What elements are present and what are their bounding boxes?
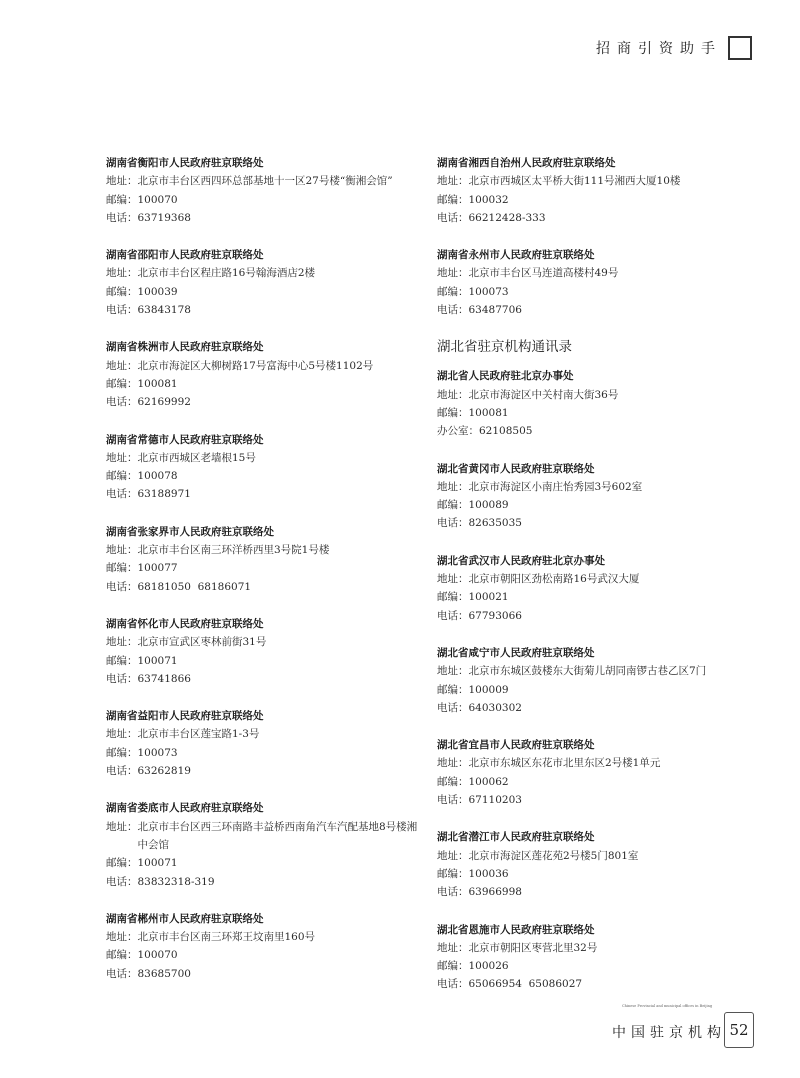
- phone-line: [437, 301, 767, 319]
- right-top-list: [437, 154, 767, 319]
- address-line: [437, 478, 767, 496]
- contact-entry: [106, 338, 426, 411]
- postcode-value: 100026: [468, 960, 509, 973]
- phone-line: [437, 883, 767, 901]
- phone-line: [437, 699, 767, 717]
- phone-value: 68181050 68186071: [137, 580, 252, 593]
- phone-label: 电话：: [437, 517, 469, 530]
- postcode-label: 邮编：: [106, 857, 138, 870]
- phone-line: [106, 301, 426, 319]
- address-value: 北京市丰台区西四环总部基地十一区27号楼“衡湘会馆”: [137, 175, 393, 188]
- footer-title: 中国驻京机构: [612, 1025, 726, 1041]
- phone-value: 62108505: [479, 425, 533, 438]
- postcode-line: [106, 467, 426, 485]
- postcode-line: [437, 957, 767, 975]
- postcode-value: 100073: [137, 746, 178, 759]
- address-label: 地址：: [106, 175, 138, 188]
- office-name: 湖北省宜昌市人民政府驻京联络处: [437, 739, 595, 752]
- address-line: [106, 928, 426, 946]
- postcode-line: [106, 559, 426, 577]
- address-value: 北京市海淀区小南庄怡秀园3号602室: [468, 480, 643, 493]
- phone-label: 电话：: [437, 886, 469, 899]
- phone-value: 64030302: [468, 701, 522, 714]
- phone-line: [106, 873, 426, 891]
- address-value: 北京市丰台区莲宝路1-3号: [137, 728, 260, 741]
- phone-label: 电话：: [106, 304, 138, 317]
- office-name: 湖南省益阳市人民政府驻京联络处: [106, 710, 264, 723]
- contact-entry: [437, 552, 767, 625]
- address-line: [437, 264, 767, 282]
- postcode-label: 邮编：: [437, 406, 469, 419]
- address-line: [106, 264, 426, 282]
- postcode-value: 100081: [468, 406, 509, 419]
- postcode-value: 100070: [137, 949, 178, 962]
- phone-label: 电话：: [437, 609, 469, 622]
- phone-value: 83832318-319: [137, 875, 215, 888]
- postcode-line: [106, 946, 426, 964]
- address-line: [106, 725, 426, 743]
- postcode-value: 100039: [137, 285, 178, 298]
- address-line: [437, 172, 767, 190]
- page-header: [596, 36, 752, 60]
- phone-label: 电话：: [106, 875, 138, 888]
- contact-entry: [437, 921, 767, 994]
- address-label: 地址：: [437, 267, 469, 280]
- address-line: [106, 449, 426, 467]
- contact-entry: [106, 615, 426, 688]
- postcode-line: [437, 865, 767, 883]
- postcode-line: [106, 283, 426, 301]
- address-label: 地址：: [437, 849, 469, 862]
- phone-label: 电话：: [106, 765, 138, 778]
- phone-label: 电话：: [106, 580, 138, 593]
- phone-value: 63741866: [137, 672, 191, 685]
- postcode-label: 邮编：: [437, 499, 469, 512]
- office-name: 湖南省常德市人民政府驻京联络处: [106, 433, 264, 446]
- phone-label: 电话：: [106, 396, 138, 409]
- phone-value: 67793066: [468, 609, 522, 622]
- address-value: 北京市海淀区莲花苑2号楼5门801室: [468, 849, 639, 862]
- postcode-label: 邮编：: [106, 470, 138, 483]
- postcode-value: 100077: [137, 562, 178, 575]
- contact-entry: [106, 431, 426, 504]
- postcode-value: 100073: [468, 285, 509, 298]
- office-name: 湖北省黄冈市人民政府驻京联络处: [437, 462, 595, 475]
- office-name: 湖南省邵阳市人民政府驻京联络处: [106, 249, 264, 262]
- phone-label: 电话：: [437, 304, 469, 317]
- address-line: [106, 818, 426, 855]
- contact-entry: [106, 246, 426, 319]
- address-label: 地址：: [437, 175, 469, 188]
- contact-entry: [106, 799, 426, 890]
- postcode-value: 100078: [137, 470, 178, 483]
- address-line: [437, 939, 767, 957]
- address-label: 地址：: [106, 267, 138, 280]
- phone-value: 63262819: [137, 765, 191, 778]
- phone-value: 65066954 65086027: [468, 978, 583, 991]
- phone-label: 电话：: [437, 794, 469, 807]
- postcode-label: 邮编：: [106, 654, 138, 667]
- postcode-line: [437, 496, 767, 514]
- address-value: 北京市朝阳区枣营北里32号: [468, 941, 598, 954]
- office-name: 湖南省株洲市人民政府驻京联络处: [106, 341, 264, 354]
- address-value: 北京市丰台区南三环郑王坟南里160号: [137, 931, 316, 944]
- postcode-label: 邮编：: [437, 775, 469, 788]
- contact-entry: [106, 523, 426, 596]
- phone-value: 83685700: [137, 967, 191, 980]
- phone-value: 63966998: [468, 886, 522, 899]
- postcode-line: [437, 588, 767, 606]
- left-column: [106, 154, 426, 1002]
- office-name: 湖南省娄底市人民政府驻京联络处: [106, 802, 264, 815]
- postcode-value: 100062: [468, 775, 509, 788]
- section-title: 湖北省驻京机构通讯录: [437, 339, 572, 356]
- address-label: 地址：: [437, 573, 469, 586]
- office-name: 湖南省郴州市人民政府驻京联络处: [106, 912, 264, 925]
- footer-subtitle: Chinese Provincial and municipal offices in Beijing: [622, 1004, 713, 1008]
- phone-value: 62169992: [137, 396, 191, 409]
- phone-value: 82635035: [468, 517, 522, 530]
- postcode-value: 100021: [468, 591, 509, 604]
- phone-line: [437, 514, 767, 532]
- postcode-line: [106, 652, 426, 670]
- postcode-label: 邮编：: [106, 746, 138, 759]
- address-value: 北京市丰台区西三环南路丰益桥西南角汽车汽配基地8号楼湘中会馆: [137, 820, 418, 851]
- address-line: [437, 662, 767, 680]
- address-label: 地址：: [437, 388, 469, 401]
- postcode-value: 100089: [468, 499, 509, 512]
- postcode-label: 邮编：: [437, 867, 469, 880]
- postcode-line: [437, 404, 767, 422]
- phone-value: 63843178: [137, 304, 191, 317]
- office-name: 湖南省怀化市人民政府驻京联络处: [106, 617, 264, 630]
- phone-value: 66212428-333: [468, 211, 546, 224]
- office-name: 湖南省衡阳市人民政府驻京联络处: [106, 157, 264, 169]
- phone-value: 63188971: [137, 488, 191, 501]
- address-label: 地址：: [437, 480, 469, 493]
- postcode-line: [106, 744, 426, 762]
- address-label: 地址：: [106, 544, 138, 557]
- address-label: 地址：: [106, 728, 138, 741]
- postcode-value: 100032: [468, 193, 509, 206]
- address-value: 北京市东城区东花市北里东区2号楼1单元: [468, 757, 661, 770]
- address-label: 地址：: [437, 665, 469, 678]
- address-label: 地址：: [437, 941, 469, 954]
- office-name: 湖南省永州市人民政府驻京联络处: [437, 249, 595, 262]
- phone-line: [106, 393, 426, 411]
- office-name: 湖北省武汉市人民政府驻北京办事处: [437, 554, 605, 567]
- address-label: 地址：: [106, 359, 138, 372]
- office-name: 湖北省人民政府驻北京办事处: [437, 370, 574, 383]
- phone-line: [106, 485, 426, 503]
- right-bottom-list: [437, 367, 767, 993]
- address-line: [106, 541, 426, 559]
- address-line: [437, 570, 767, 588]
- contact-entry: [437, 460, 767, 533]
- header-title: 招商引资助手: [596, 41, 722, 57]
- contact-entry: [106, 707, 426, 780]
- address-line: [437, 847, 767, 865]
- postcode-line: [106, 375, 426, 393]
- postcode-label: 邮编：: [437, 285, 469, 298]
- address-value: 北京市丰台区南三环洋桥西里3号院1号楼: [137, 544, 330, 557]
- phone-label: 电话：: [106, 211, 138, 224]
- phone-value: 63719368: [137, 211, 191, 224]
- phone-label: 电话：: [437, 701, 469, 714]
- phone-label: 电话：: [437, 978, 469, 991]
- office-name: 湖北省咸宁市人民政府驻京联络处: [437, 646, 595, 659]
- phone-label: 办公室：: [437, 425, 479, 438]
- address-label: 地址：: [106, 820, 138, 833]
- postcode-label: 邮编：: [106, 285, 138, 298]
- postcode-value: 100036: [468, 867, 509, 880]
- postcode-label: 邮编：: [106, 949, 138, 962]
- address-label: 地址：: [106, 451, 138, 464]
- phone-line: [106, 762, 426, 780]
- contact-entry: [437, 367, 767, 440]
- postcode-label: 邮编：: [106, 377, 138, 390]
- postcode-line: [437, 773, 767, 791]
- postcode-label: 邮编：: [437, 960, 469, 973]
- address-value: 北京市海淀区中关村南大街36号: [468, 388, 619, 401]
- postcode-line: [437, 191, 767, 209]
- phone-label: 电话：: [437, 211, 469, 224]
- postcode-value: 100071: [137, 654, 178, 667]
- address-label: 地址：: [106, 931, 138, 944]
- phone-value: 67110203: [468, 794, 522, 807]
- postcode-value: 100070: [137, 193, 178, 206]
- address-value: 北京市西城区老墙根15号: [137, 451, 256, 464]
- address-value: 北京市宣武区枣林前街31号: [137, 636, 267, 649]
- address-value: 北京市丰台区马连道高楼村49号: [468, 267, 619, 280]
- address-line: [437, 386, 767, 404]
- phone-label: 电话：: [106, 967, 138, 980]
- address-line: [106, 633, 426, 651]
- address-line: [106, 357, 426, 375]
- contact-entry: [437, 154, 767, 227]
- contact-entry: [106, 910, 426, 983]
- header-box-decoration: [728, 36, 752, 60]
- phone-line: [106, 209, 426, 227]
- postcode-label: 邮编：: [437, 591, 469, 604]
- address-value: 北京市海淀区大柳树路17号富海中心5号楼1102号: [137, 359, 374, 372]
- contact-entry: [437, 736, 767, 809]
- postcode-label: 邮编：: [437, 683, 469, 696]
- office-name: 湖南省湘西自治州人民政府驻京联络处: [437, 157, 616, 169]
- phone-line: [106, 578, 426, 596]
- postcode-line: [106, 191, 426, 209]
- phone-value: 63487706: [468, 304, 522, 317]
- phone-line: [437, 607, 767, 625]
- address-line: [106, 172, 426, 190]
- right-column: [437, 154, 767, 1013]
- phone-line: [437, 791, 767, 809]
- postcode-value: 100009: [468, 683, 509, 696]
- office-name: 湖北省潜江市人民政府驻京联络处: [437, 831, 595, 844]
- address-label: 地址：: [106, 636, 138, 649]
- address-value: 北京市朝阳区劲松南路16号武汉大厦: [468, 573, 640, 586]
- contact-entry: [106, 154, 426, 227]
- postcode-label: 邮编：: [437, 193, 469, 206]
- address-line: [437, 754, 767, 772]
- page-footer: [600, 1000, 760, 1050]
- postcode-value: 100081: [137, 377, 178, 390]
- contact-entry: [437, 246, 767, 319]
- address-value: 北京市东城区鼓楼东大街菊儿胡同南锣古巷乙区7门: [468, 665, 707, 678]
- contact-entry: [437, 644, 767, 717]
- page-number: 52: [724, 1012, 754, 1048]
- postcode-line: [437, 283, 767, 301]
- postcode-value: 100071: [137, 857, 178, 870]
- address-label: 地址：: [437, 757, 469, 770]
- phone-line: [106, 670, 426, 688]
- postcode-line: [437, 681, 767, 699]
- office-name: 湖南省张家界市人民政府驻京联络处: [106, 525, 274, 538]
- postcode-label: 邮编：: [106, 193, 138, 206]
- postcode-line: [106, 854, 426, 872]
- contact-entry: [437, 828, 767, 901]
- phone-line: [106, 965, 426, 983]
- address-value: 北京市西城区太平桥大街111号湘西大厦10楼: [468, 175, 681, 188]
- phone-line: [437, 422, 767, 440]
- office-name: 湖北省恩施市人民政府驻京联络处: [437, 923, 595, 936]
- phone-line: [437, 209, 767, 227]
- phone-label: 电话：: [106, 488, 138, 501]
- postcode-label: 邮编：: [106, 562, 138, 575]
- phone-label: 电话：: [106, 672, 138, 685]
- address-value: 北京市丰台区程庄路16号翰海酒店2楼: [137, 267, 316, 280]
- phone-line: [437, 975, 767, 993]
